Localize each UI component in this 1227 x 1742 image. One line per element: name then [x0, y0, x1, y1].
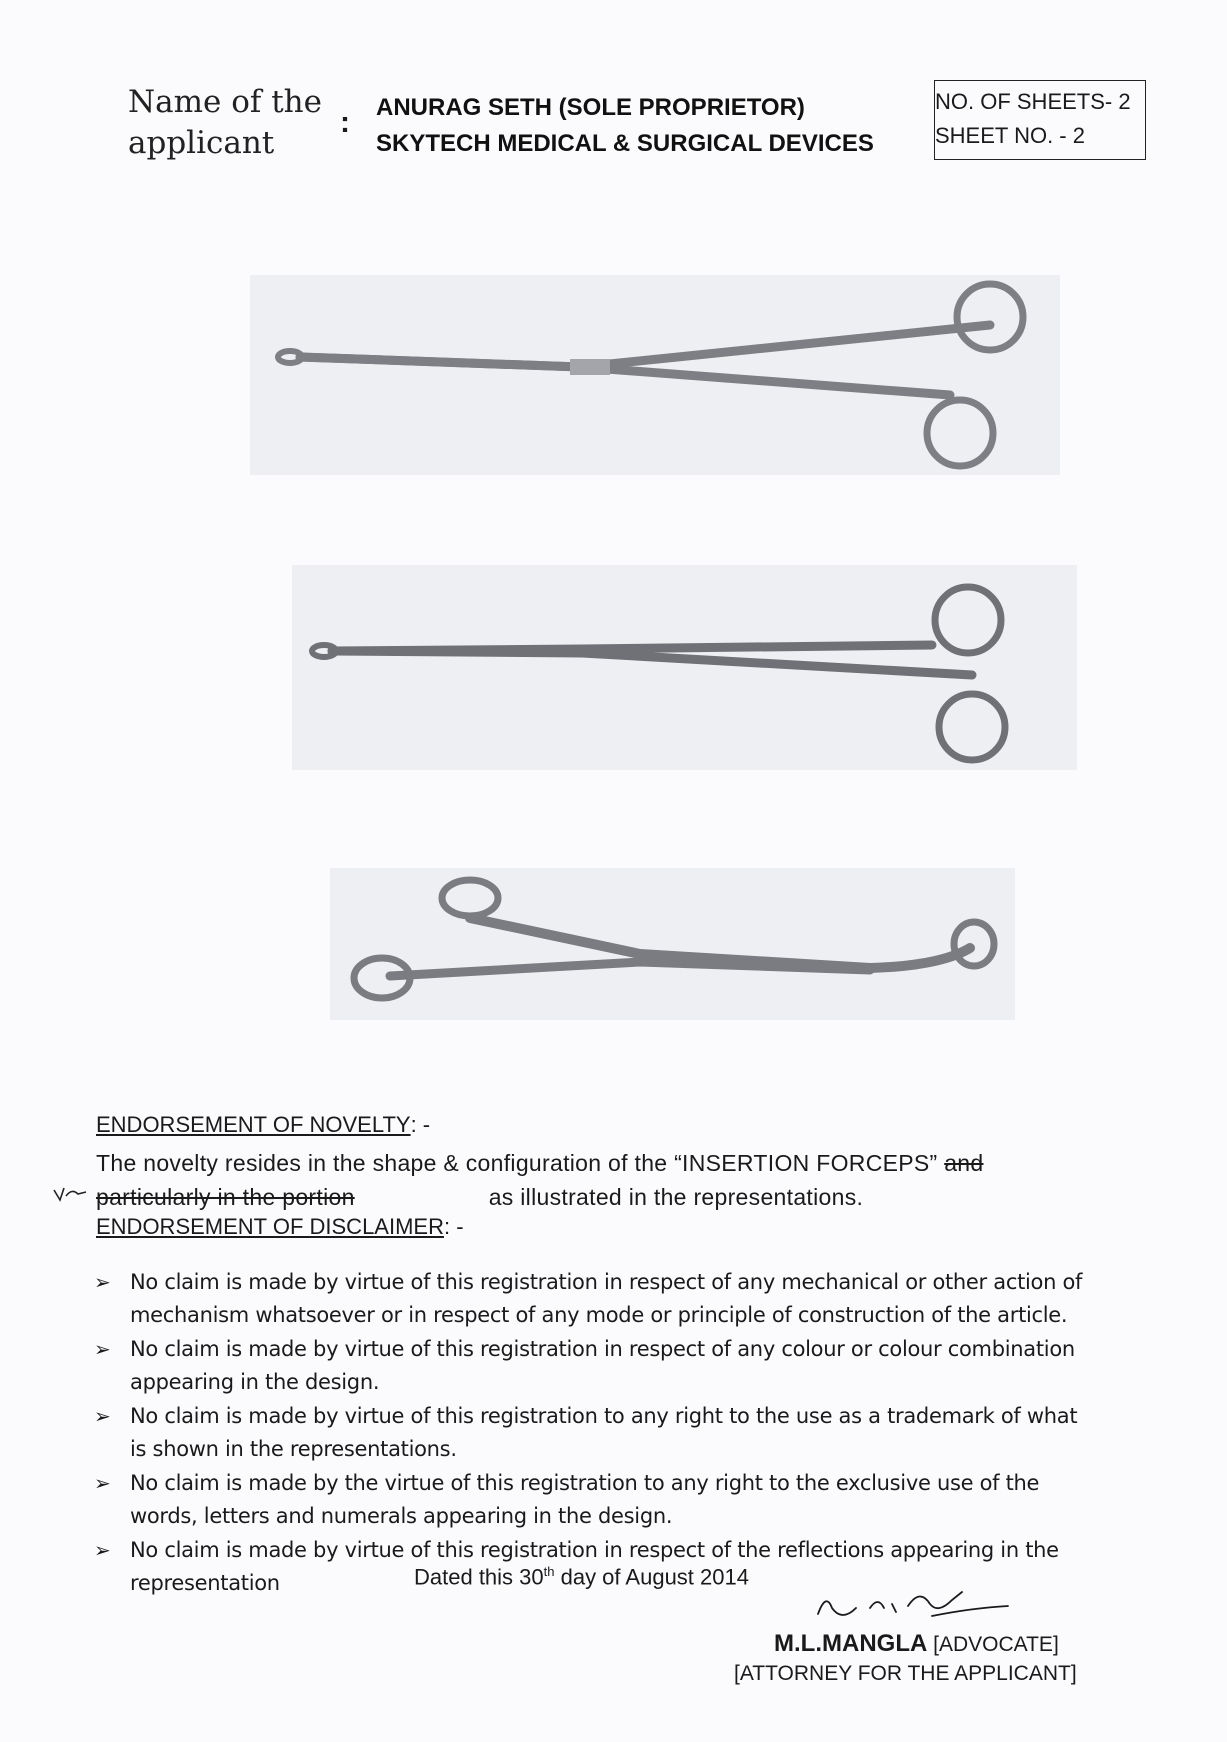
disclaimer-item-text: No claim is made by the virtue of this registration to any right to the exclusive use of the words, letters and numerals appearing in the design.	[130, 1471, 1040, 1528]
novelty-main: The novelty resides in the shape & configuration of the “INSERTION FORCEPS”	[96, 1150, 945, 1176]
novelty-heading-suffix: : -	[410, 1112, 431, 1137]
disclaimer-item-text: No claim is made by virtue of this registration in respect of the reflections appearing in the representation	[130, 1538, 1059, 1595]
sheet-box	[934, 80, 1146, 160]
disclaimer-heading-text: ENDORSEMENT OF DISCLAIMER	[96, 1214, 444, 1239]
signatory-name	[774, 1630, 1059, 1658]
forceps-photo-1	[250, 275, 1060, 475]
applicant-label	[128, 82, 322, 164]
handwritten-initial-mark	[52, 1184, 88, 1204]
disclaimer-item	[94, 1333, 1088, 1399]
label-colon: :	[340, 106, 350, 139]
signatory-role: [ATTORNEY FOR THE APPLICANT]	[734, 1662, 1077, 1685]
disclaimer-heading	[96, 1214, 464, 1240]
dated-sup: th	[543, 1564, 555, 1579]
label-line-2: applicant	[128, 125, 275, 161]
disclaimer-item	[94, 1467, 1088, 1533]
disclaimer-list	[94, 1266, 1088, 1601]
disclaimer-item	[94, 1400, 1088, 1466]
dated-prefix: Dated this 30	[414, 1564, 544, 1590]
arrow-bullet-icon: ➢	[94, 1471, 111, 1495]
applicant-line-1: ANURAG SETH (SOLE PROPRIETOR)	[376, 94, 805, 121]
sheet-number: SHEET NO. - 2	[935, 123, 1085, 148]
novelty-heading-text: ENDORSEMENT OF NOVELTY	[96, 1112, 411, 1137]
disclaimer-heading-suffix: : -	[443, 1214, 464, 1239]
applicant-line-2: SKYTECH MEDICAL & SURGICAL DEVICES	[376, 130, 874, 157]
sheets-total: NO. OF SHEETS- 2	[935, 89, 1131, 114]
label-line-1: Name of the	[128, 84, 322, 120]
arrow-bullet-icon: ➢	[94, 1538, 111, 1562]
novelty-heading	[96, 1112, 430, 1138]
dated-line	[414, 1564, 749, 1590]
novelty-struck-portion: particularly in the portion	[96, 1184, 355, 1210]
disclaimer-item-text: No claim is made by virtue of this registration to any right to the use as a trademark of what is shown in the representations.	[130, 1404, 1078, 1461]
disclaimer-item-text: No claim is made by virtue of this registration in respect of any colour or colour combination appearing in the design.	[130, 1337, 1075, 1394]
arrow-bullet-icon: ➢	[94, 1270, 111, 1294]
signature-image	[812, 1578, 1022, 1628]
novelty-end: as illustrated in the representations.	[488, 1184, 864, 1210]
applicant-name	[376, 90, 874, 162]
signatory-name-text: M.L.MANGLA	[774, 1630, 928, 1657]
disclaimer-item-text: No claim is made by virtue of this registration in respect of any mechanical or other action of mechanism whatsoever or in respect of any mode or principle of construction of the article.	[130, 1270, 1083, 1327]
novelty-text	[96, 1146, 1088, 1214]
forceps-photo-3	[330, 868, 1015, 1020]
arrow-bullet-icon: ➢	[94, 1404, 111, 1428]
novelty-struck-and: and	[944, 1150, 984, 1176]
disclaimer-item	[94, 1266, 1088, 1332]
signatory-title: [ADVOCATE]	[927, 1633, 1059, 1656]
dated-suffix: day of August 2014	[554, 1564, 749, 1590]
arrow-bullet-icon: ➢	[94, 1337, 111, 1361]
forceps-photo-2	[292, 565, 1077, 770]
